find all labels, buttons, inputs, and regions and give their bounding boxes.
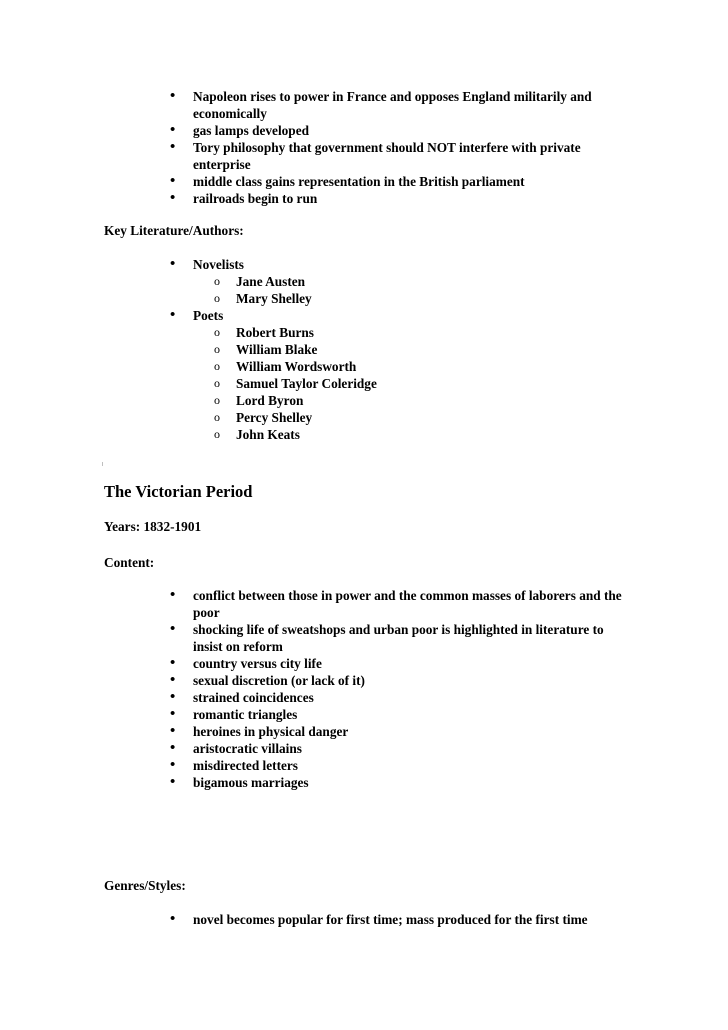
bullet-icon: • <box>170 256 176 272</box>
list-item: • country versus city life <box>170 655 322 671</box>
list-item: • shocking life of sweatshops and urban poor is highlighted in literature to insist on reform <box>170 621 604 654</box>
circle-bullet-icon: o <box>214 410 220 424</box>
content-list <box>0 587 633 791</box>
bullet-icon: • <box>170 757 176 773</box>
list-item: • heroines in physical danger <box>170 723 349 739</box>
list-item: • conflict between those in power and the common masses of laborers and the poor <box>170 587 622 620</box>
years-label: Years: 1832-1901 <box>104 519 202 534</box>
bullet-icon: • <box>170 307 176 323</box>
bullet-icon: • <box>170 122 176 138</box>
genres-heading: Genres/Styles: <box>104 878 186 893</box>
bullet-icon: • <box>170 723 176 739</box>
circle-bullet-icon: o <box>214 427 220 441</box>
list-item-novelists: • Novelists o Jane Austen o Mary Shelley <box>0 256 377 307</box>
circle-bullet-icon: o <box>214 359 220 373</box>
bullet-icon: • <box>170 88 176 104</box>
list-item: o Percy Shelley <box>214 410 313 425</box>
list-item: • gas lamps developed <box>170 122 309 138</box>
circle-bullet-icon: o <box>214 291 220 305</box>
list-item: o William Blake <box>214 342 318 357</box>
bullet-icon: • <box>170 655 176 671</box>
bullet-icon: • <box>170 139 176 155</box>
bullet-icon: • <box>170 621 176 637</box>
bullet-icon: • <box>170 911 176 927</box>
list-item: • bigamous marriages <box>170 774 309 790</box>
key-literature-heading: Key Literature/Authors: <box>104 223 244 238</box>
list-item: o John Keats <box>214 427 300 442</box>
list-item: • misdirected letters <box>170 757 298 773</box>
circle-bullet-icon: o <box>214 376 220 390</box>
bullet-icon: • <box>170 689 176 705</box>
circle-bullet-icon: o <box>214 274 220 288</box>
list-item: o Samuel Taylor Coleridge <box>214 376 377 391</box>
list-item: • novel becomes popular for first time; mass produced for the first time <box>170 911 588 927</box>
list-item: o Lord Byron <box>214 393 304 408</box>
circle-bullet-icon: o <box>214 342 220 356</box>
list-item: • strained coincidences <box>170 689 314 705</box>
list-item: • middle class gains representation in the British parliament <box>170 173 525 189</box>
list-item: • railroads begin to run <box>170 190 318 206</box>
authors-list <box>0 256 377 443</box>
list-item: o Mary Shelley <box>214 291 312 306</box>
section-title: The Victorian Period <box>104 482 253 501</box>
bullet-icon: • <box>170 173 176 189</box>
circle-bullet-icon: o <box>214 325 220 339</box>
list-item: o Jane Austen <box>214 274 306 289</box>
content-heading: Content: <box>104 555 155 570</box>
list-item-poets: • Poets o Robert Burns o William Blake o William Wordsworth o Samuel Taylor Coleridge o Lord Byron o Percy Shelley o John Keats <box>0 307 377 443</box>
list-item: • romantic triangles <box>170 706 298 722</box>
stray-mark <box>102 462 103 466</box>
bullet-icon: • <box>170 587 176 603</box>
list-item: • Tory philosophy that government should NOT interfere with private enterprise <box>170 139 581 172</box>
list-item: • Napoleon rises to power in France and opposes England militarily and economically <box>170 88 592 121</box>
bullet-icon: • <box>170 672 176 688</box>
circle-bullet-icon: o <box>214 393 220 407</box>
bullet-icon: • <box>170 774 176 790</box>
bullet-icon: • <box>170 190 176 206</box>
romantic-context-list <box>0 88 633 207</box>
list-item: • aristocratic villains <box>170 740 302 756</box>
genres-list <box>0 911 633 928</box>
bullet-icon: • <box>170 706 176 722</box>
bullet-icon: • <box>170 740 176 756</box>
list-item: o Robert Burns <box>214 325 314 340</box>
list-item: • sexual discretion (or lack of it) <box>170 672 365 688</box>
list-item: o William Wordsworth <box>214 359 357 374</box>
